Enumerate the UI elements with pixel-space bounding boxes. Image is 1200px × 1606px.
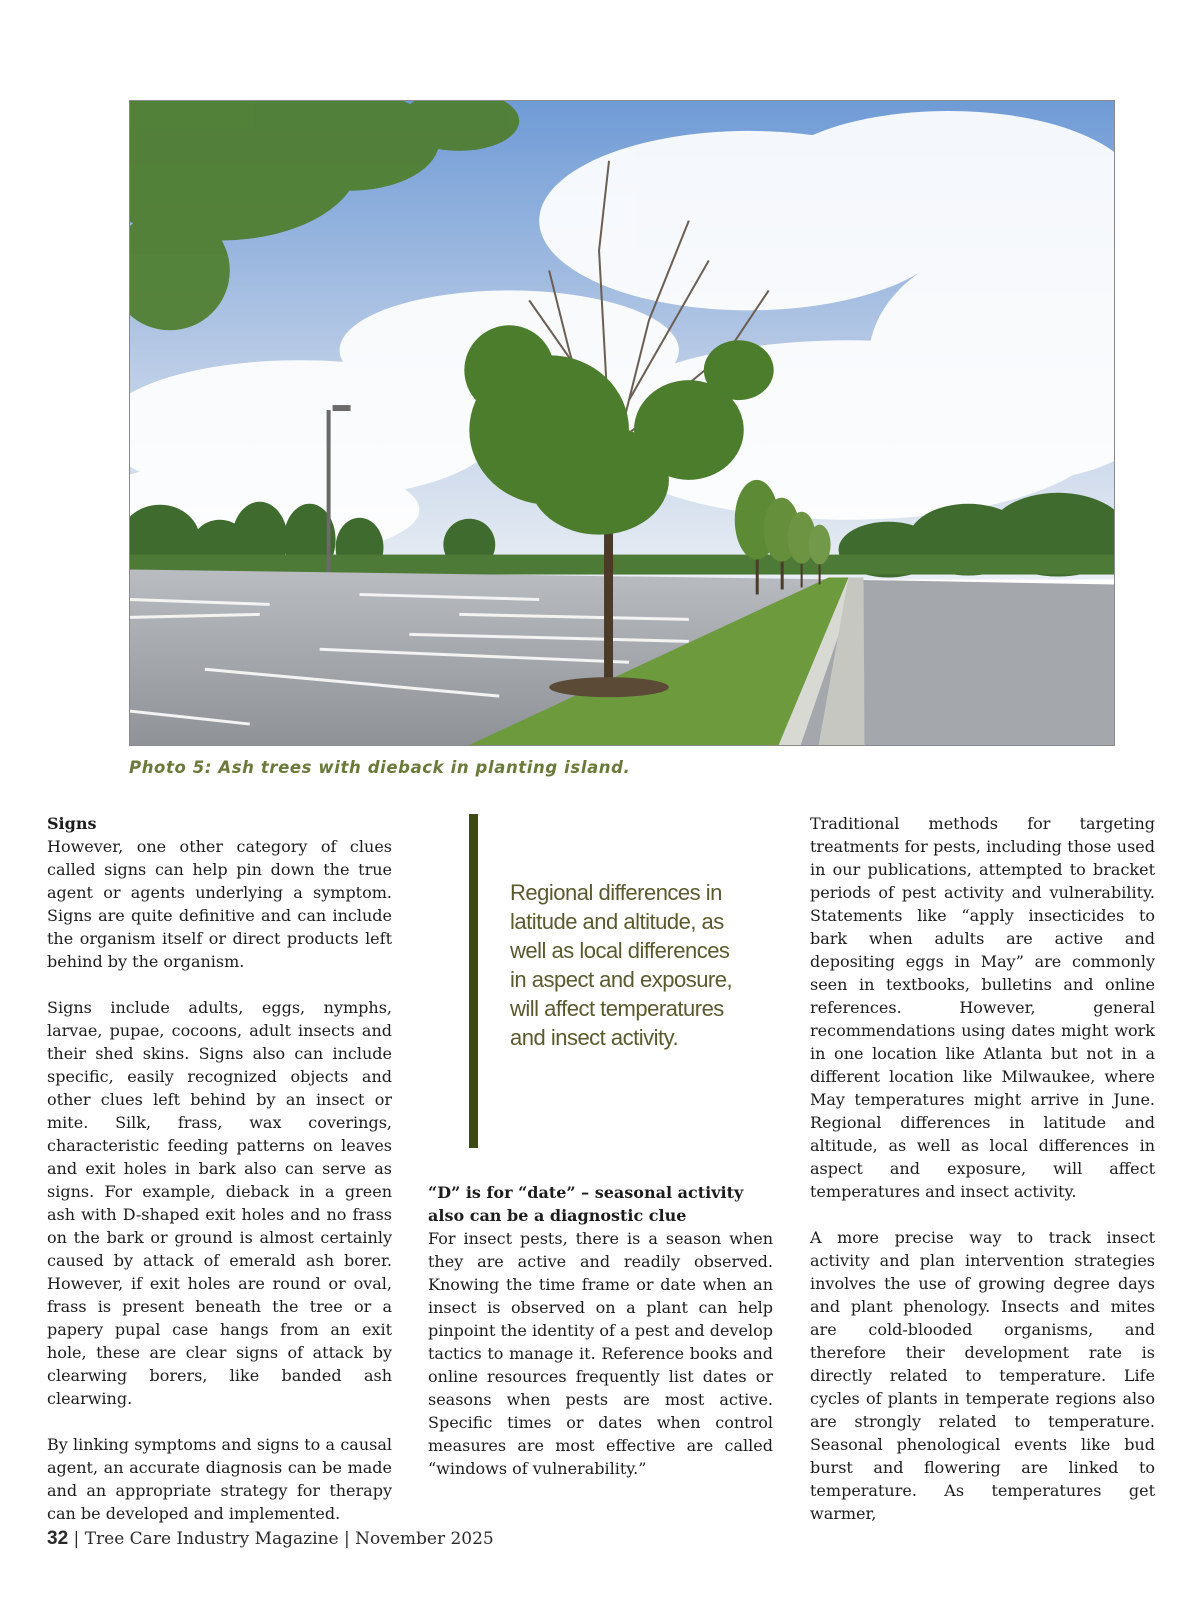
page-number: 32 (47, 1528, 69, 1549)
ash-trees-illustration (130, 101, 1114, 745)
magazine-name: Tree Care Industry Magazine (84, 1529, 339, 1549)
page-footer (47, 1528, 494, 1550)
pull-quote: Regional differences in latitude and altitude, as well as local differences in aspect and exposure, will affect temperatures and insect activity. (510, 880, 733, 1050)
pull-quote-bar (469, 814, 478, 1148)
column-1 (47, 812, 392, 1548)
section-heading-signs: Signs (47, 814, 97, 833)
column-3 (810, 812, 1155, 1548)
paragraph: A more precise way to track insect activity and plan intervention strategies involves the use of growing degree days and plant phenology. Insects and mites are cold-blooded organisms, and therefore their development rate is directly related to temperature. Life cycles of plants in temperate regions also are strongly related to temperature. Seasonal phenological events like bud burst and flowering are linked to temperature. As temperatures get warmer, (810, 1228, 1155, 1523)
paragraph: By linking symptoms and signs to a causal agent, an accurate diagnosis can be made and an appropriate strategy for therapy can be developed and implemented. (47, 1435, 392, 1523)
paragraph: Traditional methods for targeting treatments for pests, including those used in our publications, attempted to bracket periods of pest activity and vulnerability. Statements like “apply insecticides to bark when adults are active and depositing eggs in May” are commonly seen in textbooks, bulletins and online references. However, general recommendations using dates might work in one location like Atlanta but not in a different location like Milwaukee, where May temperatures might arrive in June. Regional differences in latitude and altitude, as well as local differences in aspect and exposure, will affect temperatures and insect activity. (810, 814, 1155, 1201)
photo-caption: Photo 5: Ash trees with dieback in planting island. (129, 758, 631, 777)
section-heading-date: “D” is for “date” – seasonal activity also can be a diagnostic clue (428, 1183, 744, 1225)
parking-lot-photo (129, 100, 1115, 746)
issue-date: November 2025 (355, 1529, 494, 1549)
paragraph: For insect pests, there is a season when they are active and readily observed. Knowing the time frame or date when an insect is observed on a plant can help pinpoint the identity of a pest and develop tactics to manage it. Reference books and online resources frequently list dates or seasons when pests are most active. Specific times or dates when control measures are most effective are called “windows of vulnerability.” (428, 1229, 773, 1478)
footer-separator: | (73, 1529, 80, 1549)
footer-separator: | (343, 1529, 350, 1549)
paragraph: Signs include adults, eggs, nymphs, larvae, pupae, cocoons, adult insects and their shed skins. Signs also can include specific, easily recognized objects and other clues left behind by an insect or mite. Silk, frass, wax coverings, characteristic feeding patterns on leaves and exit holes in bark also can serve as signs. For example, dieback in a green ash with D-shaped exit holes and no frass on the bark or ground is almost certainly caused by attack of emerald ash borer. However, if exit holes are round or oval, frass is present beneath the tree or a papery pupal case hangs from an exit hole, these are clear signs of attack by clearwing borers, like banded ash clearwing. (47, 998, 392, 1408)
column-2 (428, 1181, 773, 1503)
paragraph: However, one other category of clues called signs can help pin down the true agent or agents underlying a symptom. Signs are quite definitive and can include the organism itself or direct products left behind by the organism. (47, 837, 392, 971)
